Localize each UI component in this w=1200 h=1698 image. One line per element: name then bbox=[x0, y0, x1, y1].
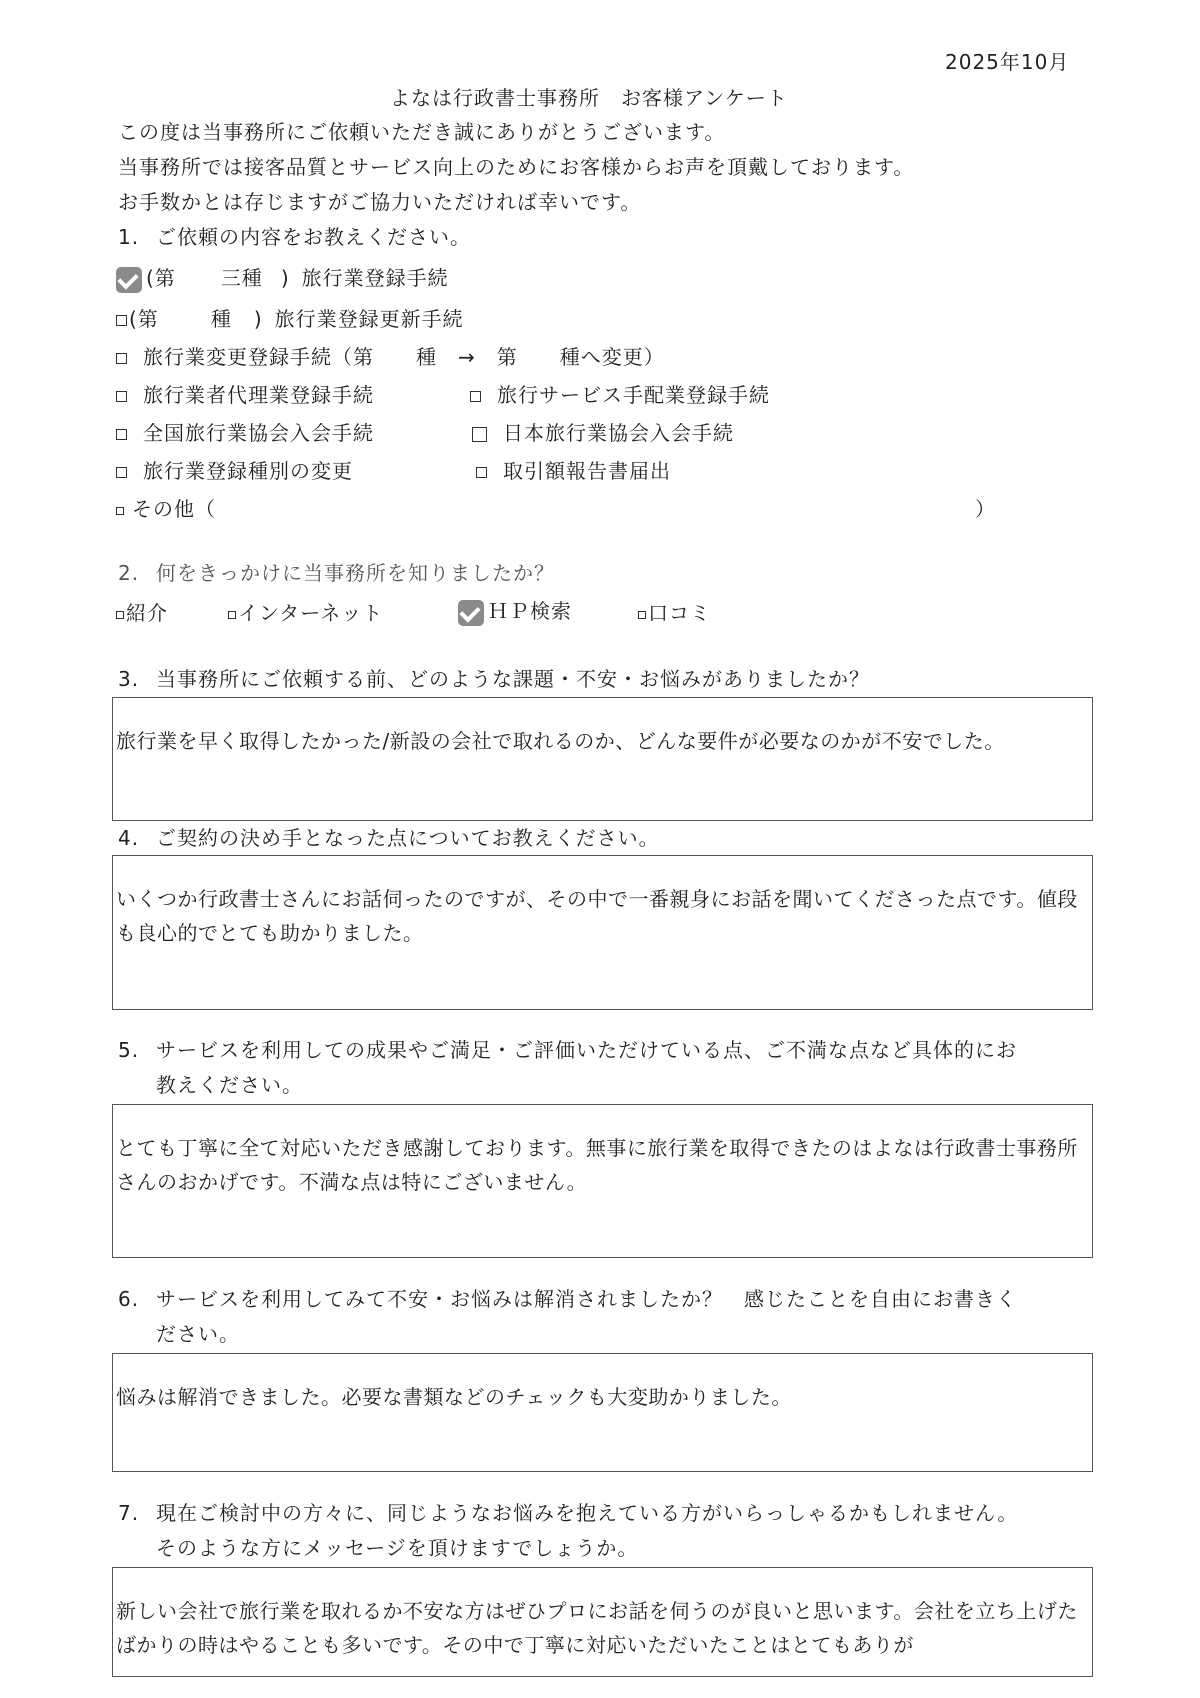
checkbox-icon[interactable] bbox=[116, 507, 124, 515]
q6-answer-box[interactable]: 悩みは解消できました。必要な書類などのチェックも大変助かりました。 bbox=[112, 1353, 1093, 1472]
q1-option-report[interactable]: 取引額報告書届出 bbox=[476, 455, 671, 484]
checkbox-icon[interactable] bbox=[116, 391, 127, 402]
q1-option-new-registration[interactable]: (第 三種 ) 旅行業登録手続 bbox=[116, 262, 449, 293]
q7-label-line-2: そのような方にメッセージを頂けますでしょうか。 bbox=[156, 1536, 639, 1560]
checked-checkbox-icon[interactable] bbox=[116, 267, 142, 293]
q1-option-renewal[interactable]: (第 種 ) 旅行業登録更新手続 bbox=[116, 303, 464, 332]
q2-option-referral[interactable]: 紹介 bbox=[116, 597, 168, 626]
checked-checkbox-icon[interactable] bbox=[458, 600, 484, 626]
checkbox-icon[interactable] bbox=[116, 353, 127, 364]
q1-option-agent[interactable]: 旅行業者代理業登録手続 bbox=[116, 379, 374, 408]
survey-date: 2025年10月 bbox=[945, 50, 1070, 74]
q4-heading bbox=[118, 822, 660, 851]
q5-label-line-1: サービスを利用しての成果やご満足・ご評価いただけている点、ご不満な点など具体的にお bbox=[156, 1038, 1017, 1062]
q1-option-change[interactable]: 旅行業変更登録手続（第 種 → 第 種へ変更） bbox=[116, 341, 665, 370]
q1-option-japan[interactable]: 日本旅行業協会入会手続 bbox=[472, 417, 734, 446]
q6-label-line-1: サービスを利用してみて不安・お悩みは解消されましたか？ 感じたことを自由にお書きく bbox=[156, 1287, 1017, 1311]
q1-number: 1. bbox=[118, 225, 140, 249]
q1-option-national[interactable]: 全国旅行業協会入会手続 bbox=[116, 417, 374, 446]
q2-option-hp-search[interactable]: ＨＰ検索 bbox=[458, 595, 572, 626]
q4-number: 4. bbox=[118, 826, 140, 850]
checkbox-icon[interactable] bbox=[228, 611, 236, 619]
checkbox-icon[interactable] bbox=[476, 467, 487, 478]
q4-answer-box[interactable]: いくつか行政書士さんにお話伺ったのですが、その中で一番親身にお話を聞いてくださった点です。値段も良心的でとても助かりました。 bbox=[112, 855, 1093, 1010]
q1-other-close-paren: ） bbox=[975, 497, 996, 521]
q7-heading bbox=[118, 1497, 1018, 1526]
q3-answer-box[interactable]: 旅行業を早く取得したかった/新設の会社で取れるのか、どんな要件が必要なのかが不安でした。 bbox=[112, 697, 1093, 821]
intro-line-3: お手数かとは存じますがご協力いただければ幸いです。 bbox=[118, 190, 642, 214]
q6-heading bbox=[118, 1283, 1017, 1312]
q5-number: 5. bbox=[118, 1038, 140, 1062]
q1-option-type-change[interactable]: 旅行業登録種別の変更 bbox=[116, 455, 353, 484]
q7-number: 7. bbox=[118, 1501, 140, 1525]
survey-title: よなは行政書士事務所 お客様アンケート bbox=[390, 86, 788, 110]
q5-label-line-2: 教えください。 bbox=[156, 1073, 303, 1097]
q2-option-internet[interactable]: インターネット bbox=[228, 597, 383, 626]
checkbox-icon[interactable] bbox=[472, 427, 487, 442]
q2-option-word-of-mouth[interactable]: 口コミ bbox=[638, 597, 711, 626]
q3-number: 3. bbox=[118, 667, 140, 691]
q7-answer-box[interactable]: 新しい会社で旅行業を取れるか不安な方はぜひプロにお話を伺うのが良いと思います。会社を立ち上げたばかりの時はやることも多いです。その中で丁寧に対応いただいたことはとてもありが bbox=[112, 1567, 1093, 1677]
q1-label: ご依頼の内容をお教えください。 bbox=[156, 225, 471, 249]
checkbox-icon[interactable] bbox=[116, 429, 127, 440]
checkbox-icon[interactable] bbox=[116, 315, 127, 326]
q5-answer-box[interactable]: とても丁寧に全て対応いただき感謝しております。無事に旅行業を取得できたのはよなは行政書士事務所さんのおかげです。不満な点は特にございません。 bbox=[112, 1104, 1093, 1258]
q2-heading bbox=[118, 557, 555, 586]
q6-label-line-2: ださい。 bbox=[156, 1322, 240, 1346]
q1-heading bbox=[118, 221, 471, 250]
intro-line-2: 当事務所では接客品質とサービス向上のためにお客様からお声を頂戴しております。 bbox=[118, 155, 915, 179]
q1-option-other[interactable]: その他（ bbox=[116, 493, 216, 522]
checkbox-icon[interactable] bbox=[116, 467, 127, 478]
intro-line-1: この度は当事務所にご依頼いただき誠にありがとうございます。 bbox=[118, 120, 726, 144]
q2-number: 2. bbox=[118, 561, 140, 585]
q3-label: 当事務所にご依頼する前、どのような課題・不安・お悩みがありましたか？ bbox=[156, 667, 870, 691]
q2-label: 何をきっかけに当事務所を知りましたか？ bbox=[156, 561, 555, 585]
q5-heading bbox=[118, 1034, 1017, 1063]
q3-heading bbox=[118, 663, 870, 692]
grade-value: 三種 bbox=[220, 266, 263, 290]
checkbox-icon[interactable] bbox=[470, 391, 481, 402]
checkbox-icon[interactable] bbox=[116, 611, 124, 619]
checkbox-icon[interactable] bbox=[638, 611, 646, 619]
q1-option-service[interactable]: 旅行サービス手配業登録手続 bbox=[470, 379, 770, 408]
q4-label: ご契約の決め手となった点についてお教えください。 bbox=[156, 826, 660, 850]
q6-number: 6. bbox=[118, 1287, 140, 1311]
q7-label-line-1: 現在ご検討中の方々に、同じようなお悩みを抱えている方がいらっしゃるかもしれません。 bbox=[156, 1501, 1019, 1525]
